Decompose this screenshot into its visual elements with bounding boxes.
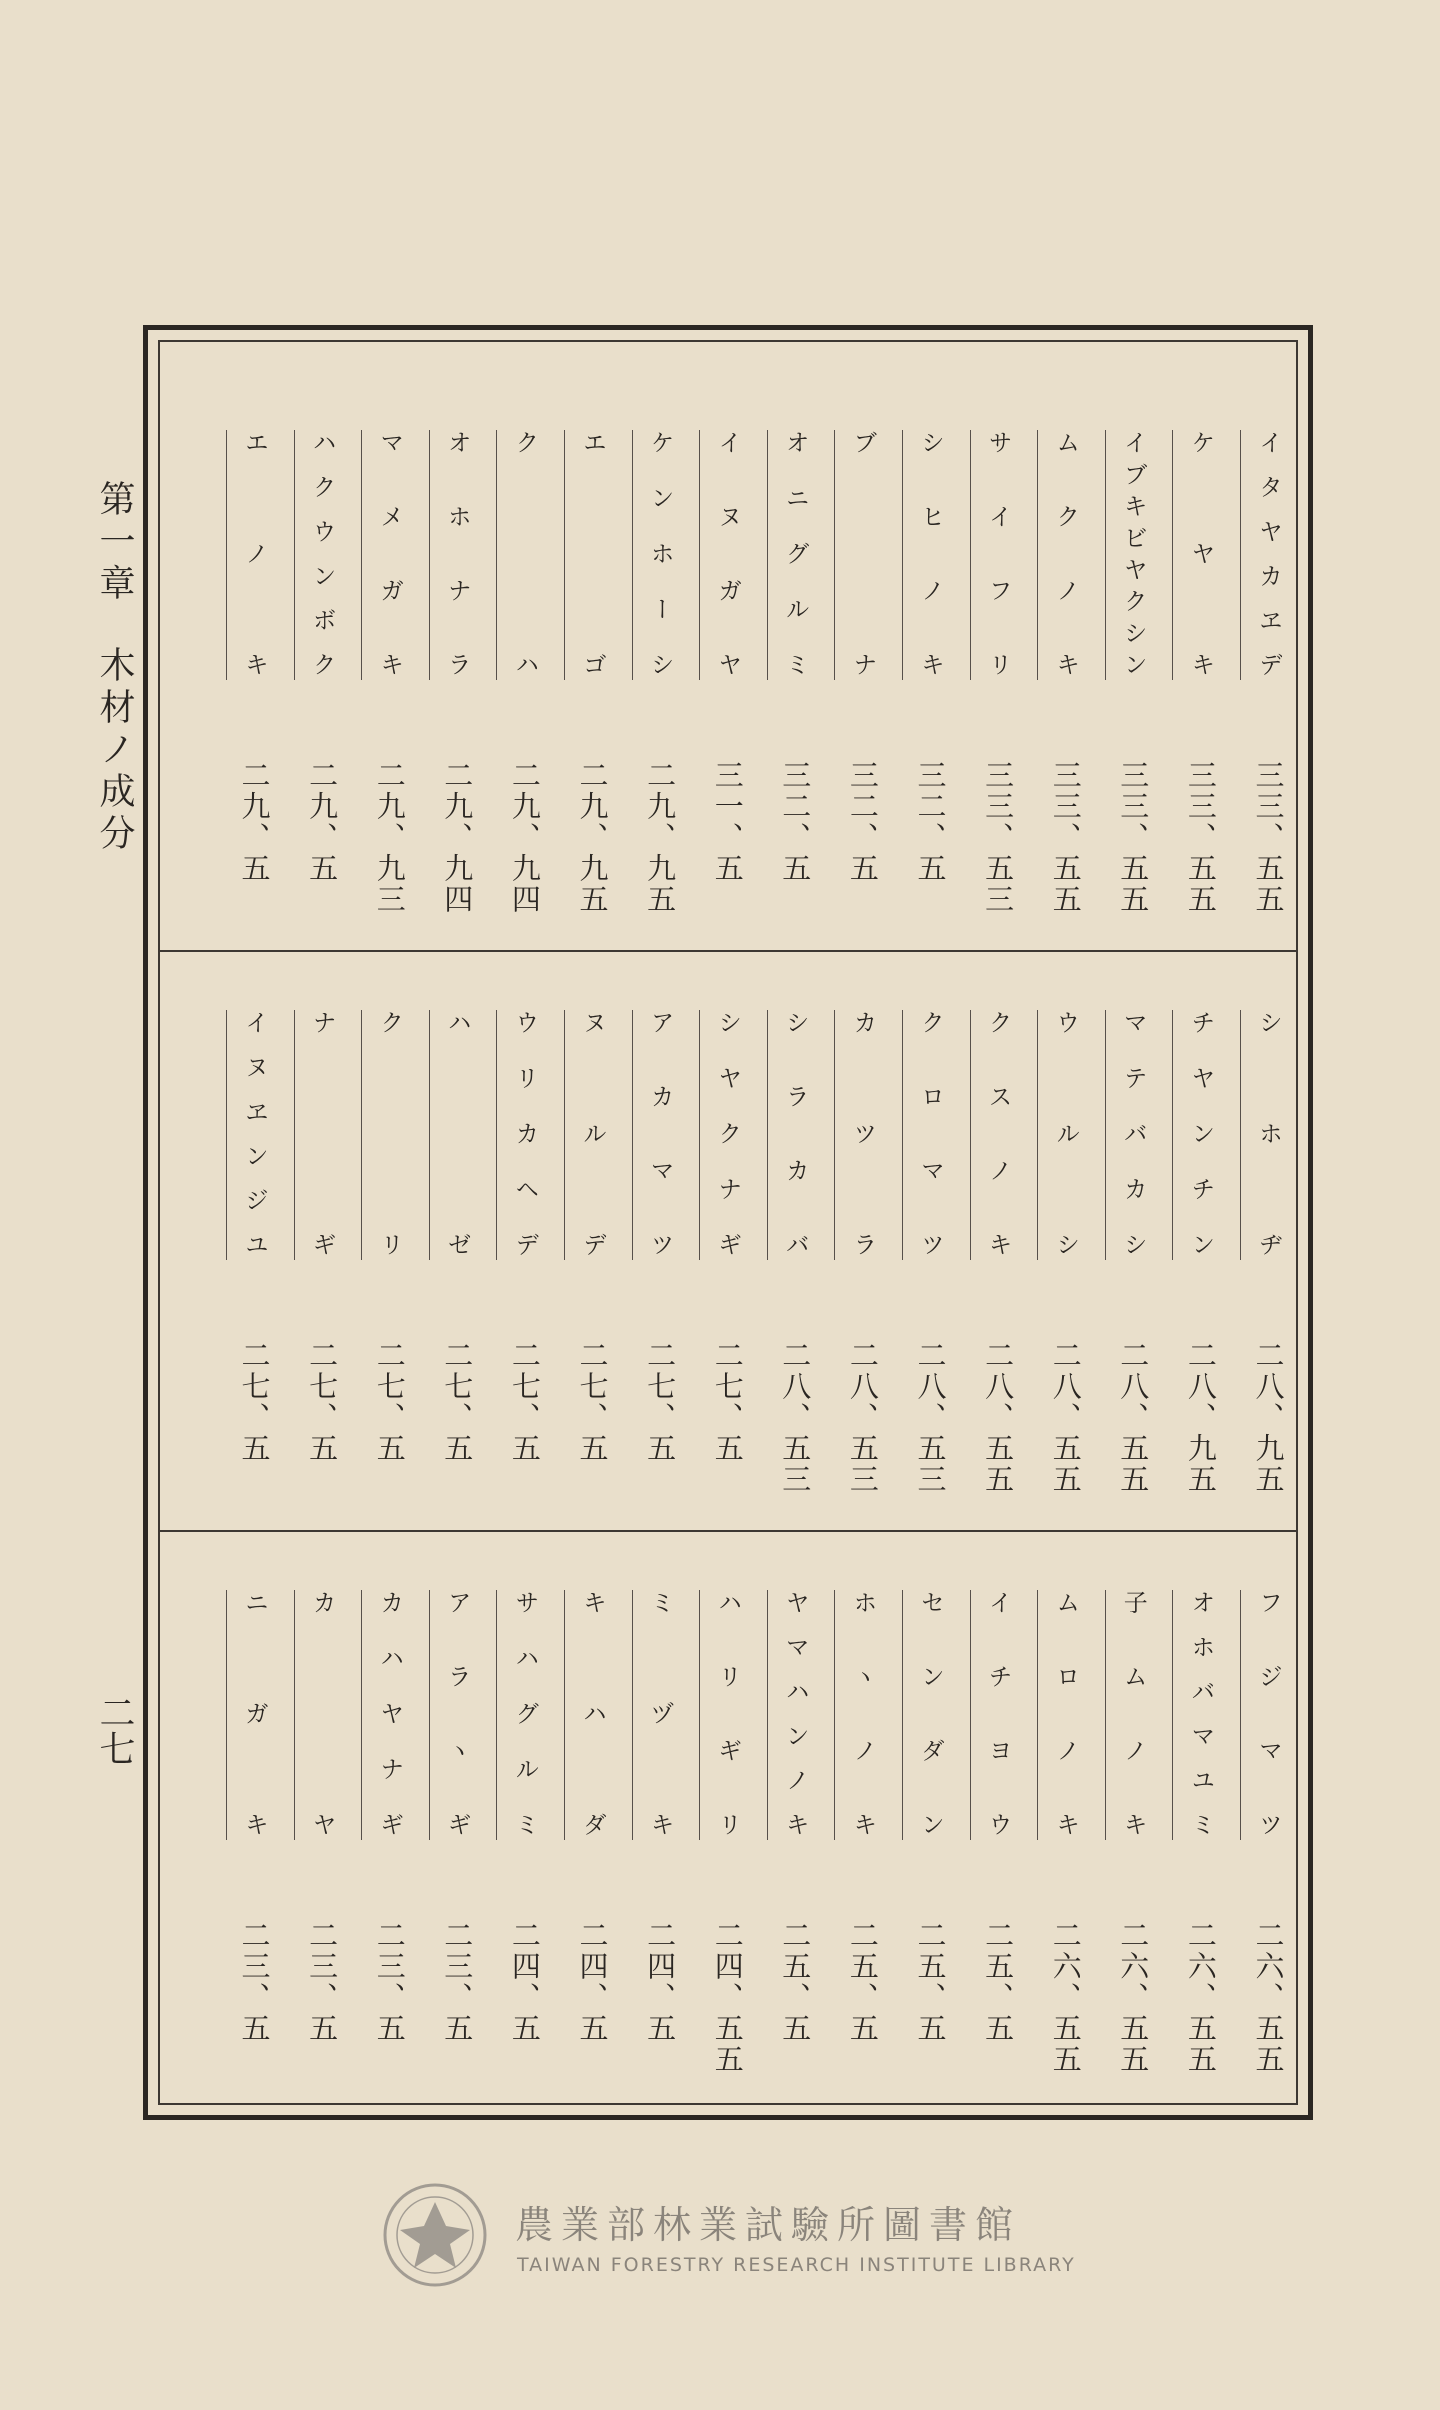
species-name-text: ケンホーシ [646, 430, 675, 680]
species-value-text: 二四、五 [507, 1920, 542, 2044]
species-value-text: 二四、五 [643, 1920, 678, 2044]
species-value [429, 1920, 485, 2044]
species-value-text: 三三、五五 [1116, 760, 1151, 915]
species-name [496, 430, 552, 680]
species-value-text: 二三、五 [440, 1920, 475, 2044]
species-name-text: マテバカシ [1119, 1010, 1148, 1260]
species-value-text: 二八、五三 [913, 1340, 948, 1495]
species-name-text: ケヤキ [1186, 430, 1215, 680]
species-name-text: エゴ [578, 430, 607, 680]
library-name-cn: 農業部林業試驗所圖書館 [515, 2203, 1022, 2247]
species-value [1105, 1920, 1161, 2075]
species-name [1172, 430, 1228, 680]
species-name [429, 430, 485, 680]
species-name [294, 1010, 350, 1260]
species-value-text: 三二、五 [845, 760, 880, 884]
species-value [970, 1920, 1026, 2044]
species-name-text: カツラ [848, 1010, 877, 1260]
species-value-text: 二八、九五 [1183, 1340, 1218, 1495]
species-value-text: 三二、五 [913, 760, 948, 884]
species-name [361, 1010, 417, 1260]
species-name-text: ホヽノキ [848, 1590, 877, 1840]
species-name-text: イヌガヤ [713, 430, 742, 680]
species-name-text: オニグルミ [781, 430, 810, 680]
species-value [902, 1340, 958, 1495]
species-value [699, 1340, 755, 1464]
species-value [1037, 1340, 1093, 1495]
species-value-text: 二七、五 [372, 1340, 407, 1464]
species-name-text: イチヨウ [984, 1590, 1013, 1840]
species-name [767, 430, 823, 680]
species-name [902, 1590, 958, 1840]
table-column [1105, 1590, 1161, 2410]
species-value [632, 760, 688, 915]
species-name [1172, 1590, 1228, 1840]
species-value-text: 二九、五 [305, 760, 340, 884]
species-name-text: シヒノキ [916, 430, 945, 680]
species-name [902, 430, 958, 680]
species-name-text: オホナラ [443, 430, 472, 680]
species-value [429, 760, 485, 915]
species-value-text: 二六、五五 [1048, 1920, 1083, 2075]
species-value [1105, 1340, 1161, 1495]
species-value-text: 二八、五五 [1116, 1340, 1151, 1495]
species-value [632, 1340, 688, 1464]
species-name-text: クロマツ [916, 1010, 945, 1260]
species-value-text: 二七、五 [575, 1340, 610, 1464]
species-value [564, 760, 620, 915]
species-name [1037, 1010, 1093, 1260]
species-value [429, 1340, 485, 1464]
species-name-text: ハゼ [443, 1010, 472, 1260]
species-name [902, 1010, 958, 1260]
species-name-text: キハダ [578, 1590, 607, 1840]
species-value [767, 760, 823, 884]
species-name [496, 1010, 552, 1260]
species-value-text: 二七、五 [507, 1340, 542, 1464]
species-value [834, 1920, 890, 2044]
species-value [1172, 1340, 1228, 1495]
species-name [226, 1010, 282, 1260]
species-name-text: サイフリ [984, 430, 1013, 680]
species-value [496, 760, 552, 915]
species-value-text: 二八、九五 [1251, 1340, 1286, 1495]
species-value [767, 1340, 823, 1495]
species-value [226, 760, 282, 884]
species-name [1240, 430, 1296, 680]
species-name [1037, 430, 1093, 680]
species-value-text: 二八、五三 [778, 1340, 813, 1495]
species-value-text: 二九、九三 [372, 760, 407, 915]
species-value-text: 三二、五 [778, 760, 813, 884]
species-value [496, 1340, 552, 1464]
species-value-text: 二四、五五 [710, 1920, 745, 2075]
species-value [496, 1920, 552, 2044]
species-name-text: カハヤナギ [375, 1590, 404, 1840]
species-value-text: 二九、九四 [440, 760, 475, 915]
species-name [632, 1010, 688, 1260]
species-name-text: カヤ [308, 1590, 337, 1840]
species-name [564, 430, 620, 680]
species-name-text: ハクウンボク [308, 430, 337, 680]
species-name [767, 1590, 823, 1840]
species-name [834, 430, 890, 680]
species-value-text: 二六、五五 [1116, 1920, 1151, 2075]
species-name [1105, 1590, 1161, 1840]
species-name [1240, 1590, 1296, 1840]
species-name-text: ナギ [308, 1010, 337, 1260]
library-seal-icon [380, 2180, 490, 2290]
species-name [834, 1590, 890, 1840]
species-name-text: アラヽギ [443, 1590, 472, 1840]
species-name [226, 1590, 282, 1840]
table-column [226, 1590, 282, 2410]
species-name [1240, 1010, 1296, 1260]
species-value-text: 二八、五三 [845, 1340, 880, 1495]
table-column [294, 1590, 350, 2410]
species-value [1037, 1920, 1093, 2075]
species-name-text: ヤマハンノキ [781, 1590, 810, 1840]
species-name [429, 1590, 485, 1840]
species-name-text: シホヂ [1254, 1010, 1283, 1260]
species-value [1172, 760, 1228, 915]
species-value-text: 三一、五 [710, 760, 745, 884]
species-name [564, 1590, 620, 1840]
species-value-text: 二五、五 [845, 1920, 880, 2044]
species-name [1105, 1010, 1161, 1260]
species-value-text: 二七、五 [440, 1340, 475, 1464]
species-name [632, 430, 688, 680]
species-value-text: 二三、五 [237, 1920, 272, 2044]
species-name [1172, 1010, 1228, 1260]
species-value [970, 1340, 1026, 1495]
species-value [564, 1340, 620, 1464]
species-name [226, 430, 282, 680]
species-name-text: ムクノキ [1051, 430, 1080, 680]
species-name-text: ニガキ [240, 1590, 269, 1840]
species-value [699, 760, 755, 884]
page-number: 二七 [94, 1694, 135, 1766]
species-value [834, 760, 890, 884]
species-name-text: チヤンチン [1186, 1010, 1215, 1260]
species-name-text: 子ムノキ [1119, 1590, 1148, 1840]
species-name [564, 1010, 620, 1260]
species-value-text: 二八、五五 [1048, 1340, 1083, 1495]
running-header [94, 480, 135, 856]
species-name-text: クリ [375, 1010, 404, 1260]
species-name [970, 1010, 1026, 1260]
species-name-text: フジマツ [1254, 1590, 1283, 1840]
species-value [361, 760, 417, 915]
species-value-text: 二三、五 [305, 1920, 340, 2044]
species-value [226, 1340, 282, 1464]
species-name-text: エノキ [240, 430, 269, 680]
species-value [902, 1920, 958, 2044]
species-name-text: シヤクナギ [713, 1010, 742, 1260]
species-name [1037, 1590, 1093, 1840]
species-value [699, 1920, 755, 2075]
species-name [361, 1590, 417, 1840]
species-value-text: 二七、五 [237, 1340, 272, 1464]
species-value [1172, 1920, 1228, 2075]
species-name [970, 1590, 1026, 1840]
species-name [767, 1010, 823, 1260]
species-name-text: センダン [916, 1590, 945, 1840]
species-name [699, 1590, 755, 1840]
species-value [564, 1920, 620, 2044]
species-name-text: ハリギリ [713, 1590, 742, 1840]
species-value-text: 二三、五 [372, 1920, 407, 2044]
species-value [294, 760, 350, 884]
species-value-text: 二九、九五 [575, 760, 610, 915]
species-value-text: 二八、五五 [981, 1340, 1016, 1495]
species-value-text: 二九、五 [237, 760, 272, 884]
species-name [361, 430, 417, 680]
species-name-text: サハグルミ [510, 1590, 539, 1840]
species-value-text: 二五、五 [981, 1920, 1016, 2044]
species-name-text: オホバマユミ [1186, 1590, 1215, 1840]
species-value [361, 1920, 417, 2044]
species-name-text: イブキビヤクシン [1119, 430, 1148, 680]
table-column [1240, 1590, 1296, 2410]
species-value-text: 二九、九五 [643, 760, 678, 915]
species-name-text: クハ [510, 430, 539, 680]
species-name-text: ウルシ [1051, 1010, 1080, 1260]
species-value-text: 二五、五 [778, 1920, 813, 2044]
species-value [1105, 760, 1161, 915]
library-watermark [380, 2180, 1076, 2290]
species-name-text: イタヤカヱデ [1254, 430, 1283, 680]
species-value-text: 二七、五 [305, 1340, 340, 1464]
species-name [699, 1010, 755, 1260]
species-value [834, 1340, 890, 1495]
species-name [699, 430, 755, 680]
species-name [970, 430, 1026, 680]
library-name-en: TAIWAN FORESTRY RESEARCH INSTITUTE LIBRARY [517, 2254, 1076, 2276]
species-name-text: ヌルデ [578, 1010, 607, 1260]
species-value [632, 1920, 688, 2044]
species-value [1240, 1920, 1296, 2075]
species-name [632, 1590, 688, 1840]
table-frame [143, 325, 1313, 2120]
species-name-text: クスノキ [984, 1010, 1013, 1260]
species-value-text: 二五、五 [913, 1920, 948, 2044]
species-value-text: 二九、九四 [507, 760, 542, 915]
species-value [294, 1920, 350, 2044]
species-value-text: 三三、五五 [1048, 760, 1083, 915]
species-value [1037, 760, 1093, 915]
species-name [496, 1590, 552, 1840]
species-value-text: 三三、五五 [1251, 760, 1286, 915]
chapter-label: 第一章 [94, 480, 135, 606]
species-value [970, 760, 1026, 915]
species-name-text: ムロノキ [1051, 1590, 1080, 1840]
species-value-text: 二七、五 [710, 1340, 745, 1464]
species-name [1105, 430, 1161, 680]
species-value-text: 三三、五五 [1183, 760, 1218, 915]
species-name-text: マメガキ [375, 430, 404, 680]
species-name [834, 1010, 890, 1260]
species-value [361, 1340, 417, 1464]
species-value-text: 二四、五 [575, 1920, 610, 2044]
species-value [226, 1920, 282, 2044]
species-value [1240, 760, 1296, 915]
species-name-text: ウリカヘデ [510, 1010, 539, 1260]
species-name-text: ミヅキ [646, 1590, 675, 1840]
table-column [1172, 1590, 1228, 2410]
species-value [1240, 1340, 1296, 1495]
species-name [429, 1010, 485, 1260]
species-value [294, 1340, 350, 1464]
species-name [294, 1590, 350, 1840]
species-name-text: イヌヱンジユ [240, 1010, 269, 1260]
species-value-text: 三三、五三 [981, 760, 1016, 915]
chapter-title: 木材ノ成分 [94, 646, 135, 856]
species-value-text: 二七、五 [643, 1340, 678, 1464]
species-name-text: アカマツ [646, 1010, 675, 1260]
species-value [902, 760, 958, 884]
species-name [294, 430, 350, 680]
species-name-text: ブナ [848, 430, 877, 680]
species-value-text: 二六、五五 [1183, 1920, 1218, 2075]
species-value [767, 1920, 823, 2044]
species-name-text: シラカバ [781, 1010, 810, 1260]
species-value-text: 二六、五五 [1251, 1920, 1286, 2075]
